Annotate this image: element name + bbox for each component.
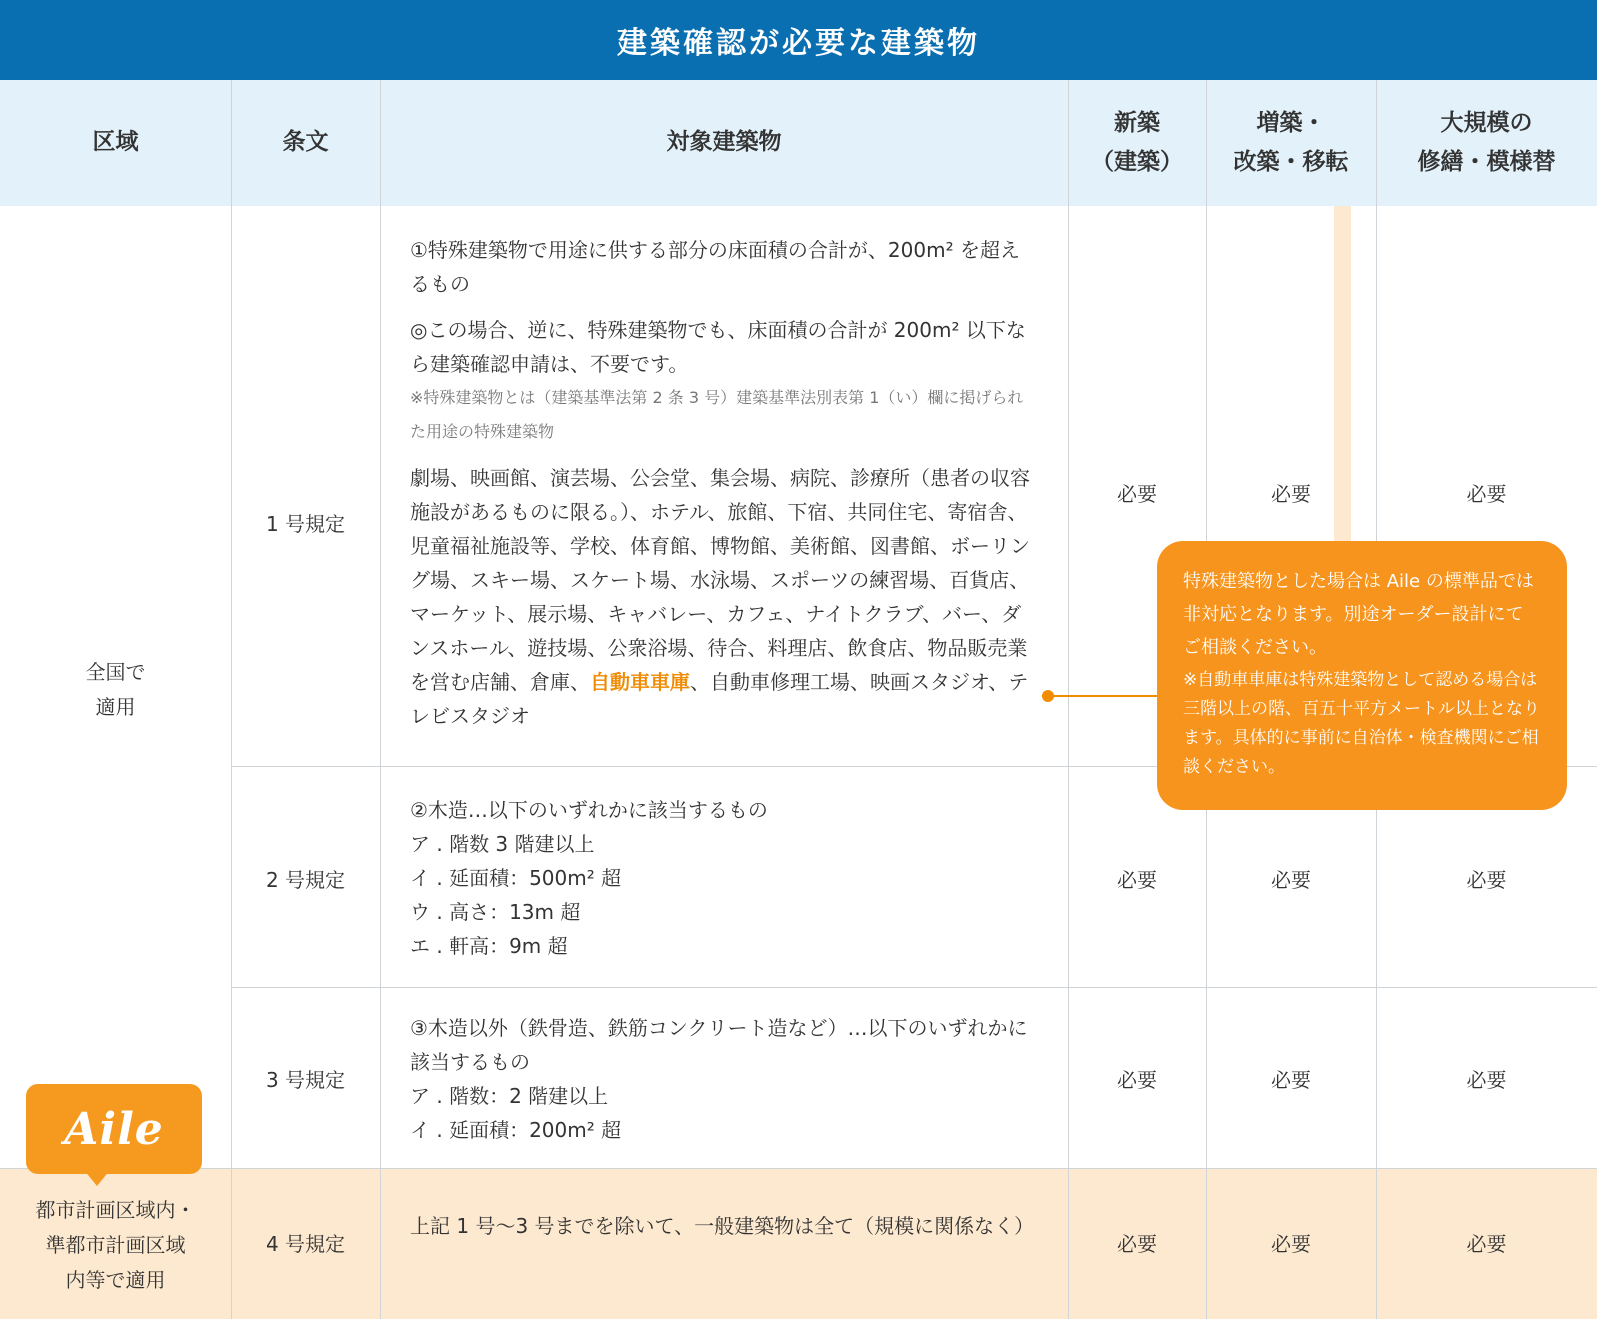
header-renovation-line2: 修繕・模様替 <box>1417 149 1556 175</box>
aile-logo-tail <box>84 1170 110 1186</box>
row-4-new: 必要 <box>1117 1231 1157 1256</box>
grid-line <box>231 80 232 1319</box>
callout-connector <box>1048 695 1160 697</box>
row-2-new: 必要 <box>1117 867 1157 892</box>
callout-box <box>1157 541 1567 810</box>
area-urban-line1: 都市計画区域内・ <box>35 1197 196 1222</box>
row-1-note: ※特殊建築物とは（建築基準法第 2 条 3 号）建築基準法別表第 1（い）欄に掲げられた用途の特殊建築物 <box>410 388 1024 441</box>
row-3-line1: ③木造以外（鉄骨造、鉄筋コンクリート造など）…以下のいずれかに該当するもの <box>410 1016 1028 1074</box>
header-new-build-line2: （建築） <box>1091 149 1183 175</box>
area-urban <box>0 1192 231 1298</box>
row-2-line1: ②木造…以下のいずれかに該当するもの <box>410 798 768 822</box>
row-1-list <box>410 461 1035 733</box>
row-2-line2: ア . 階数 3 階建以上 <box>410 832 595 856</box>
row-1-content <box>410 233 1035 733</box>
callout-main: 特殊建築物とした場合は Aile の標準品では非対応となります。別途オーダー設計にてご相談ください。 <box>1183 571 1534 658</box>
row-1-renovation: 必要 <box>1466 481 1507 506</box>
header-target: 対象建築物 <box>666 129 782 156</box>
grid-line <box>380 80 381 1319</box>
callout-connector-dot <box>1042 690 1054 702</box>
row-3-content <box>410 1011 1035 1147</box>
header-renovation-line1: 大規模の <box>1440 109 1533 136</box>
row-3-new: 必要 <box>1117 1067 1157 1092</box>
row-2-renovation: 必要 <box>1466 867 1507 892</box>
article-row-2: 2 号規定 <box>265 867 346 892</box>
callout-note: ※自動車車庫は特殊建築物として認める場合は三階以上の階、百五十平方メートル以上となります。具体的に事前に自治体・検査機関にご相談ください。 <box>1183 670 1540 777</box>
row-4-renovation: 必要 <box>1466 1231 1507 1256</box>
page-title: 建築確認が必要な建築物 <box>0 0 1597 80</box>
article-row-1: 1 号規定 <box>265 511 346 536</box>
row-1-line2: ◎この場合、逆に、特殊建築物でも、床面積の合計が 200m² 以下なら建築確認申請は、不要です。 <box>410 318 1026 376</box>
header-article: 条文 <box>282 129 329 156</box>
area-urban-line2: 準都市計画区域 <box>45 1232 186 1257</box>
row-3-extension: 必要 <box>1271 1067 1311 1092</box>
row-4-line1: 上記 1 号～3 号までを除いて、一般建築物は全て（規模に関係なく） <box>410 1214 1035 1238</box>
area-national-line1: 全国で <box>85 660 146 684</box>
header-renovation <box>1376 80 1597 206</box>
row-1-line1: ①特殊建築物で用途に供する部分の床面積の合計が、200m² を超えるもの <box>410 238 1020 296</box>
area-national <box>0 655 231 725</box>
header-area: 区域 <box>92 129 139 156</box>
area-urban-line3: 内等で適用 <box>65 1267 166 1292</box>
row-2-content <box>410 793 1035 963</box>
aile-logo-text: Aile <box>64 1103 164 1155</box>
header-extension-line1: 増築・ <box>1256 109 1326 136</box>
row-2-line4: ウ . 高さ：13m 超 <box>410 900 581 924</box>
row-3-renovation: 必要 <box>1466 1067 1507 1092</box>
row-4-content <box>410 1209 1035 1243</box>
table-header <box>0 80 1597 206</box>
row-1-extension: 必要 <box>1271 481 1311 506</box>
row-4-extension: 必要 <box>1271 1231 1311 1256</box>
row-1-list-before: 劇場、映画館、演芸場、公会堂、集会場、病院、診療所（患者の収容施設があるものに限る。）、ホテル、旅館、下宿、共同住宅、寄宿舎、児童福祉施設等、学校、体育館、博物館、美術館、図書館、ボーリング場、スキー場、スケート場、水泳場、スポーツの練習場、百貨店、マーケット、展示場、キャバレー、カフェ、ナイトクラブ、バー、ダンスホール、遊技場、公衆浴場、待合、料理店、飲食店、物品販売業を営む店舗、倉庫、 <box>410 466 1030 694</box>
header-new-build-line1: 新築 <box>1114 109 1160 136</box>
row-1-list-after: 、自動車修理工場、映画スタジオ、テレビスタジオ <box>410 670 1029 728</box>
row-2-line3: イ . 延面積：500m² 超 <box>410 866 622 890</box>
header-new-build <box>1068 80 1206 206</box>
article-row-4: 4 号規定 <box>265 1231 346 1256</box>
grid-line <box>1068 80 1069 1319</box>
grid-line <box>231 987 1597 988</box>
header-extension <box>1206 80 1376 206</box>
row-2-extension: 必要 <box>1271 867 1311 892</box>
grid-line <box>0 1168 1597 1169</box>
row-3-line2: ア . 階数：2 階建以上 <box>410 1084 609 1108</box>
area-national-line2: 適用 <box>95 695 136 719</box>
row-3-line3: イ . 延面積：200m² 超 <box>410 1118 622 1142</box>
garage-highlight: 自動車車庫 <box>590 670 690 694</box>
article-row-3: 3 号規定 <box>265 1067 346 1092</box>
row-1-new: 必要 <box>1117 481 1157 506</box>
row-2-line5: エ . 軒高：9m 超 <box>410 934 568 958</box>
header-extension-line2: 改築・移転 <box>1233 149 1349 175</box>
aile-logo <box>26 1084 202 1174</box>
